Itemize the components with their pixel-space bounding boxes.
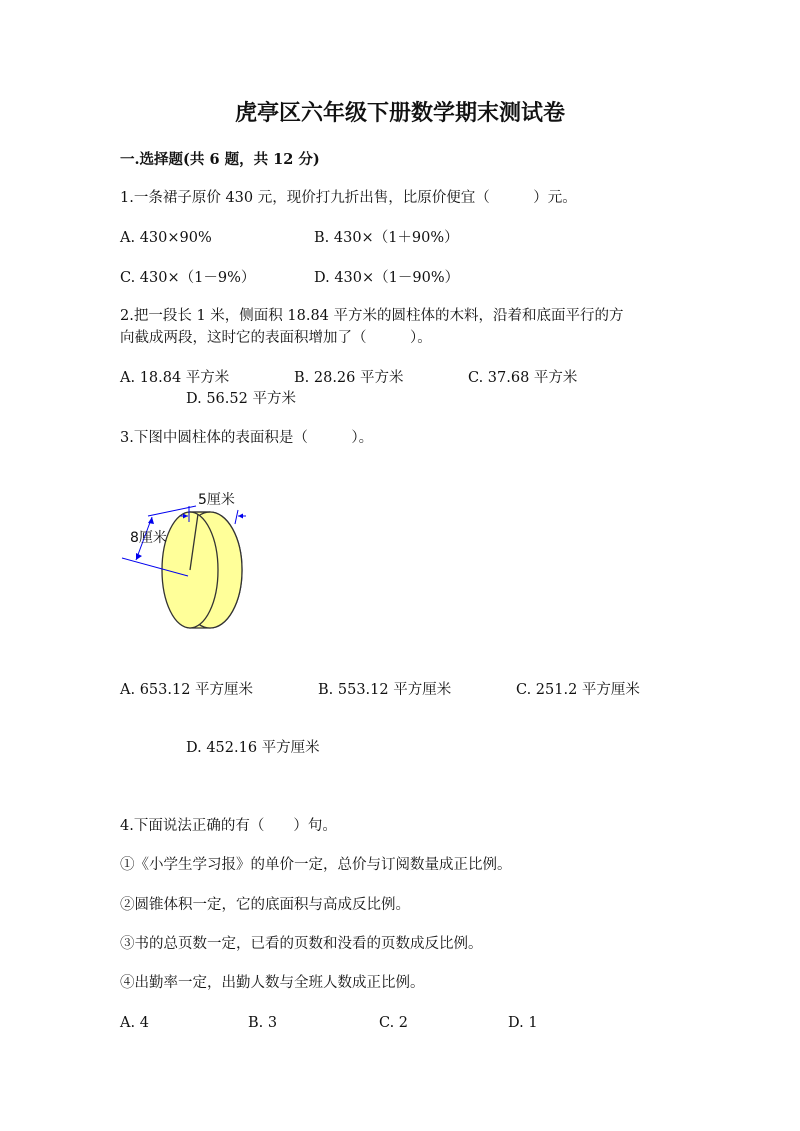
question-1-stem: 1.一条裙子原价 430 元，现价打九折出售，比原价便宜（ ）元。: [120, 190, 577, 206]
question-2-option-c: C. 37.68 平方米: [468, 370, 578, 386]
question-1-option-b: B. 430×（1＋90%）: [314, 230, 459, 246]
question-2-stem-line-1: 2.把一段长 1 米，侧面积 18.84 平方米的圆柱体的木料，沿着和底面平行的方: [120, 308, 624, 324]
question-3-option-d: D. 452.16 平方厘米: [186, 740, 320, 756]
question-4-option-c: C. 2: [379, 1015, 409, 1031]
question-2-option-b: B. 28.26 平方米: [294, 370, 404, 386]
question-4-option-d: D. 1: [508, 1015, 538, 1031]
question-3-stem: 3.下图中圆柱体的表面积是（ ）。: [120, 430, 374, 446]
question-4-statement-4: ④出勤率一定，出勤人数与全班人数成正比例。: [120, 975, 425, 991]
question-4-statement-2: ②圆锥体积一定，它的底面积与高成反比例。: [120, 897, 410, 913]
question-3-option-a: A. 653.12 平方厘米: [120, 682, 254, 698]
question-1-option-c: C. 430×（1－9%）: [120, 270, 256, 286]
question-4-option-a: A. 4: [120, 1015, 149, 1031]
question-4-statement-3: ③书的总页数一定，已看的页数和没看的页数成反比例。: [120, 936, 483, 952]
question-4-option-b: B. 3: [248, 1015, 278, 1031]
question-4-statement-1: ①《小学生学习报》的单价一定，总价与订阅数量成正比例。: [120, 857, 512, 873]
question-3-option-b: B. 553.12 平方厘米: [318, 682, 452, 698]
question-1-option-a: A. 430×90%: [120, 230, 212, 246]
question-2-stem-line-2: 向截成两段，这时它的表面积增加了（ ）。: [120, 330, 432, 346]
height-label: 5厘米: [198, 492, 235, 508]
page-title: 虎亭区六年级下册数学期末测试卷: [234, 100, 565, 126]
cylinder-diagram: [118, 486, 258, 636]
question-2-option-a: A. 18.84 平方米: [120, 370, 230, 386]
question-1-option-d: D. 430×（1－90%）: [314, 270, 460, 286]
radius-label: 8厘米: [130, 530, 167, 546]
cylinder-figure: [118, 486, 258, 636]
question-2-option-d: D. 56.52 平方米: [186, 391, 296, 407]
question-3-option-c: C. 251.2 平方厘米: [516, 682, 640, 698]
section-heading: 一.选择题(共 6 题，共 12 分): [120, 151, 320, 168]
question-4-stem: 4.下面说法正确的有（ ）句。: [120, 818, 337, 834]
